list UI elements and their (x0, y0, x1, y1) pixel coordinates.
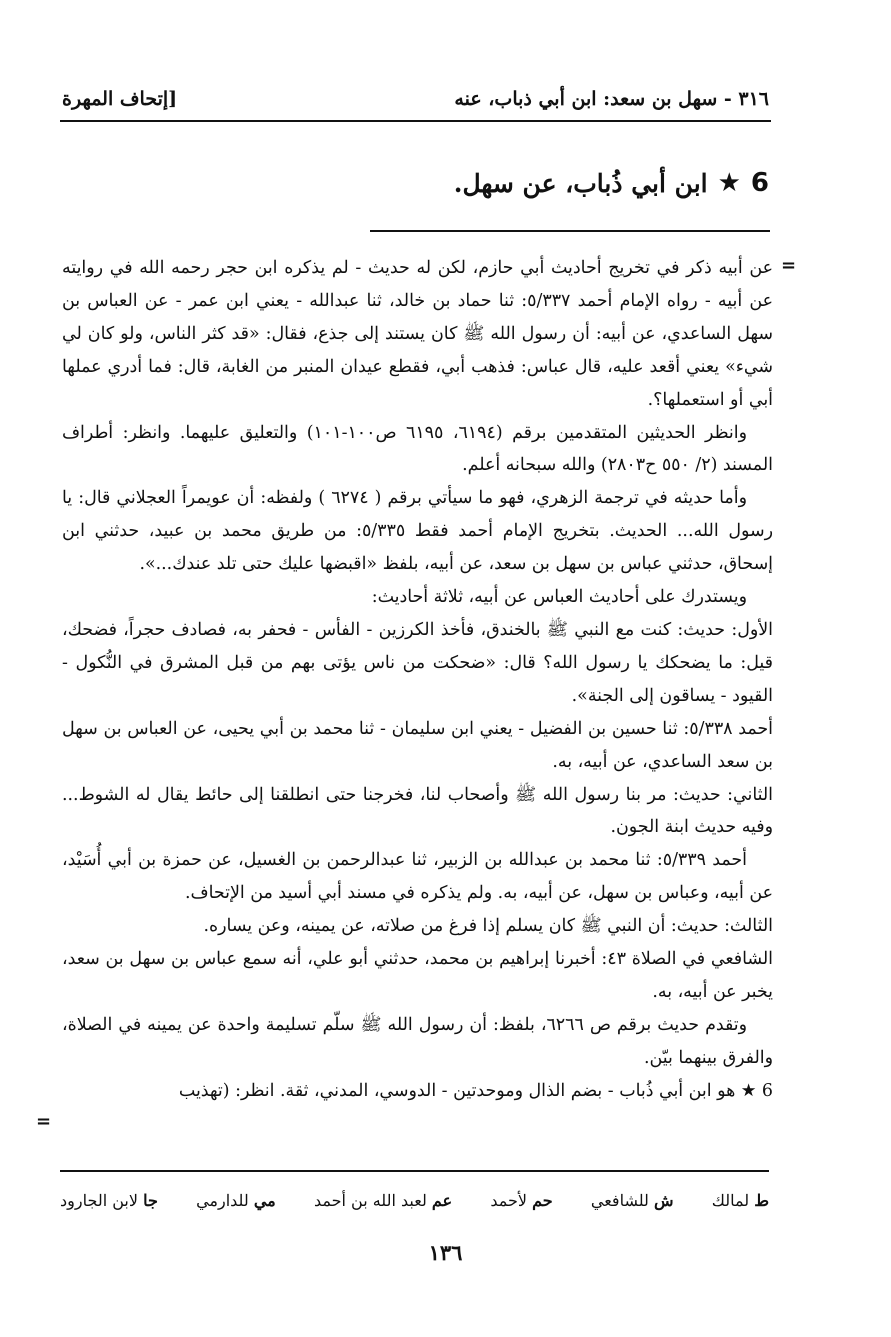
title-underline (370, 230, 770, 232)
paragraph: الثالث: حديث: أن النبي ﷺ كان يسلم إذا فرغ من صلاته، عن يمينه، وعن يساره. (203, 916, 773, 937)
abbreviation-code: جا (143, 1190, 158, 1210)
paragraph: أحمد ٥/٣٣٩: ثنا محمد بن عبدالله بن الزبير، ثنا عبدالرحمن بن الغسيل، عن حمزة بن أبي أُسَيْد، عن أبيه، وعباس بن سهل، عن أبيه، به. ولم يذكره في مسند أبي أسيد من الإتحاف. (62, 850, 773, 904)
paragraph: الشافعي في الصلاة ٤٣: أخبرنا إبراهيم بن محمد، حدثني أبو علي، أنه سمع عباس بن سهل بن سعد، يخبر عن أبيه، به. (62, 949, 774, 1002)
star-icon: ★ (717, 168, 741, 198)
abbreviation-code: ش (654, 1190, 674, 1210)
abbreviation-item (712, 1191, 769, 1210)
paragraph: ويستدرك على أحاديث العباس عن أبيه، ثلاثة أحاديث: (371, 587, 747, 608)
continuation-mark-bottom: = (36, 1111, 52, 1132)
paragraph: وانظر الحديثين المتقدمين برقم (٦١٩٤، ٦١٩٥ ص١٠٠-١٠١) والتعليق عليهما. وانظر: أطراف المسند (٢/ ٥٥٠ ح٢٨٠٣) والله سبحانه أعلم. (62, 422, 773, 476)
header-book-title: [إتحاف المهرة (62, 88, 178, 110)
abbreviation-name: لمالك (711, 1190, 750, 1210)
abbreviation-item (490, 1191, 552, 1210)
abbreviation-item (196, 1191, 276, 1210)
paragraph: الأول: حديث: كنت مع النبي ﷺ بالخندق، فأخذ الكرزين - الفأس - فحفر به، فصادف حجراً، فضحك، قيل: ما يضحكك يا رسول الله؟ قال: «ضحكت من ناس يؤتى بهم من قبل المشرق في النُّكول - القيود - يساقون إلى الجنة». (62, 619, 773, 706)
abbreviation-code: ط (754, 1190, 769, 1210)
continuation-mark-top: = (781, 255, 797, 276)
paragraph: وأما حديثه في ترجمة الزهري، فهو ما سيأتي برقم ( ٦٢٧٤ ) ولفظه: أن عويمراً العجلاني قال: يا رسول الله... الحديث. بتخريج الإمام أحمد فقط ٥/٣٣٥: من طريق محمد بن عبيد، حدثني ابن إسحاق، حدثني عباس بن سهل بن سعد، عن أبيه، بلفظ «اقبضها عليك حتى تلد عندك...». (62, 488, 773, 575)
abbreviation-code: عم (431, 1190, 453, 1210)
abbreviation-item (60, 1191, 158, 1210)
paragraph: عن أبيه ذكر في تخريج أحاديث أبي حازم، لكن له حديث - لم يذكره ابن حجر رحمه الله في روايته عن أبيه - رواه الإمام أحمد ٥/٣٣٧: ثنا حماد بن خالد، ثنا عبدالله - يعني ابن عمر - عن العباس بن سهل الساعدي، عن أبيه: أن رسول الله ﷺ كان يستند إلى جذع، فقال: «قد كثر الناس، ولو كان لي شيء» يعني أقعد عليه، قال عباس: فذهب أبي، فقطع عيدان المنبر من الغابة، قال: فما أدري عملها أبي أو استعملها؟. (62, 258, 773, 410)
section-heading (454, 160, 769, 206)
section-title-text: ابن أبي ذُباب، عن سهل. (453, 168, 708, 198)
paragraph: وتقدم حديث برقم ص ٦٢٦٦، بلفظ: أن رسول الله ﷺ سلّم تسليمة واحدة عن يمينه في الصلاة، والفرق بينهما بيّن. (62, 1014, 773, 1068)
section-number: 6 (750, 168, 769, 198)
paragraph: الثاني: حديث: مر بنا رسول الله ﷺ وأصحاب لنا، فخرجنا حتى انطلقنا إلى حائط يقال له الشوط... وفيه حديث ابنة الجون. (62, 784, 773, 838)
abbreviation-name: لعبد الله بن أحمد (313, 1190, 427, 1210)
abbreviation-code: حم (532, 1190, 553, 1210)
header-rule (60, 120, 771, 122)
abbreviation-item (591, 1191, 674, 1210)
abbreviation-name: لأحمد (490, 1190, 528, 1210)
header-chapter: ٣١٦ - سهل بن سعد: ابن أبي ذباب، عنه (454, 88, 769, 110)
footer-rule (60, 1170, 769, 1172)
abbreviation-key (60, 1184, 769, 1216)
page-number: ١٣٦ (428, 1240, 463, 1265)
footnote-start: 6 ★ هو ابن أبي ذُباب - بضم الذال وموحدتين - الدوسي، المدني، ثقة. انظر: (تهذيب (178, 1080, 773, 1101)
abbreviation-name: لابن الجارود (60, 1190, 138, 1210)
paragraph: أحمد ٥/٣٣٨: ثنا حسين بن الفضيل - يعني ابن سليمان - ثنا محمد بن أبي يحيى، عن العباس بن سهل بن سعد الساعدي، عن أبيه، به. (62, 718, 773, 772)
abbreviation-item (314, 1191, 452, 1210)
running-header (62, 82, 769, 116)
abbreviation-code: مي (253, 1190, 276, 1210)
main-text (62, 252, 773, 1108)
abbreviation-name: للدارمي (196, 1190, 249, 1210)
abbreviation-name: للشافعي (590, 1190, 649, 1210)
